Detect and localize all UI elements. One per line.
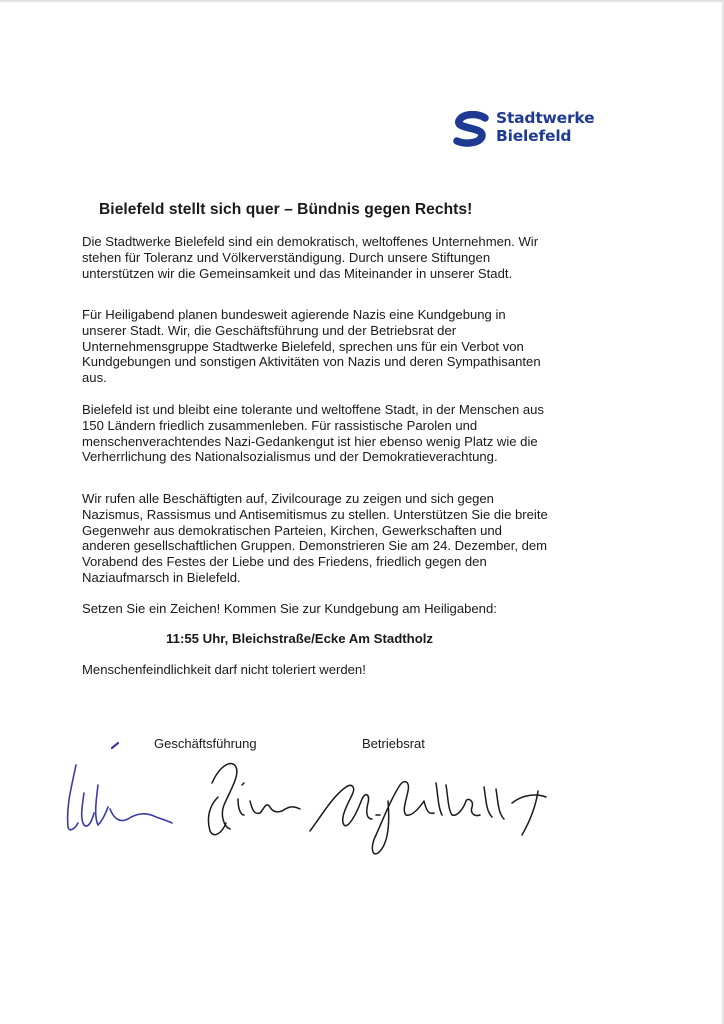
event-time-location: 11:55 Uhr, Bleichstraße/Ecke Am Stadtholz [166, 631, 434, 646]
paragraph-tolerance: Bielefeld ist und bleibt eine tolerante und weltoffene Stadt, in der Menschen aus 150 Ländern friedlich zusammenleben. Für rassistische Parolen und menschenverachtendes Nazi-Gedankengut ist hier ebenso wenig Platz wie die Verherrlichung des Nationalsozialismus und der Demokratieverachtung. [82, 402, 544, 465]
logo-wordmark [496, 109, 594, 145]
stadtwerke-logo [452, 109, 602, 157]
handwritten-signatures [60, 735, 600, 865]
management-label: Geschäftsführung [154, 736, 257, 751]
paragraph-call-to-action: Wir rufen alle Beschäftigten auf, Zivilcourage zu zeigen und sich gegen Nazismus, Rassismus und Antisemitismus zu stellen. Unterstützen Sie die breite Gegenwehr aus demokratischen Parteien, Kirchen, Gewerkschaften und anderen gesellschaftlichen Gruppen. Demonstrieren Sie am 24. Dezember, dem Vorabend des Festes der Liebe und des Friedens, friedlich gegen den Naziaufmarsch in Bielefeld. [82, 491, 548, 585]
paragraph-rally-plan: Für Heiligabend planen bundesweit agierende Nazis eine Kundgebung in unserer Stadt. Wir, die Geschäftsführung und der Betriebsrat der Unternehmensgruppe Stadtwerke Bielefeld, sprechen uns für ein Verbot von Kundgebungen und sonstigen Aktivitäten von Nazis und deren Sympathisanten aus. [82, 307, 541, 386]
signature-1 [68, 765, 172, 830]
signature-3 [310, 782, 546, 854]
letter-title: Bielefeld stellt sich quer – Bündnis gegen Rechts! [99, 201, 473, 218]
paragraph-intro: Die Stadtwerke Bielefeld sind ein demokratisch, weltoffenes Unternehmen. Wir stehen für Toleranz und Völkerverständigung. Durch unsere Stiftungen unterstützen wir die Gemeinsamkeit und das Miteinander in unserer Stadt. [82, 234, 539, 281]
works-council-label: Betriebsrat [362, 736, 425, 751]
logo-line-2: Bielefeld [496, 127, 572, 145]
paragraph-closing: Menschenfeindlichkeit darf nicht toleriert werden! [82, 662, 366, 677]
scan-edge-top [0, 0, 724, 3]
stadtwerke-s-logo-icon [452, 111, 492, 151]
signature-2 [208, 764, 300, 835]
logo-line-1: Stadtwerke [496, 109, 595, 127]
paragraph-invitation: Setzen Sie ein Zeichen! Kommen Sie zur Kundgebung am Heiligabend: [82, 601, 497, 616]
